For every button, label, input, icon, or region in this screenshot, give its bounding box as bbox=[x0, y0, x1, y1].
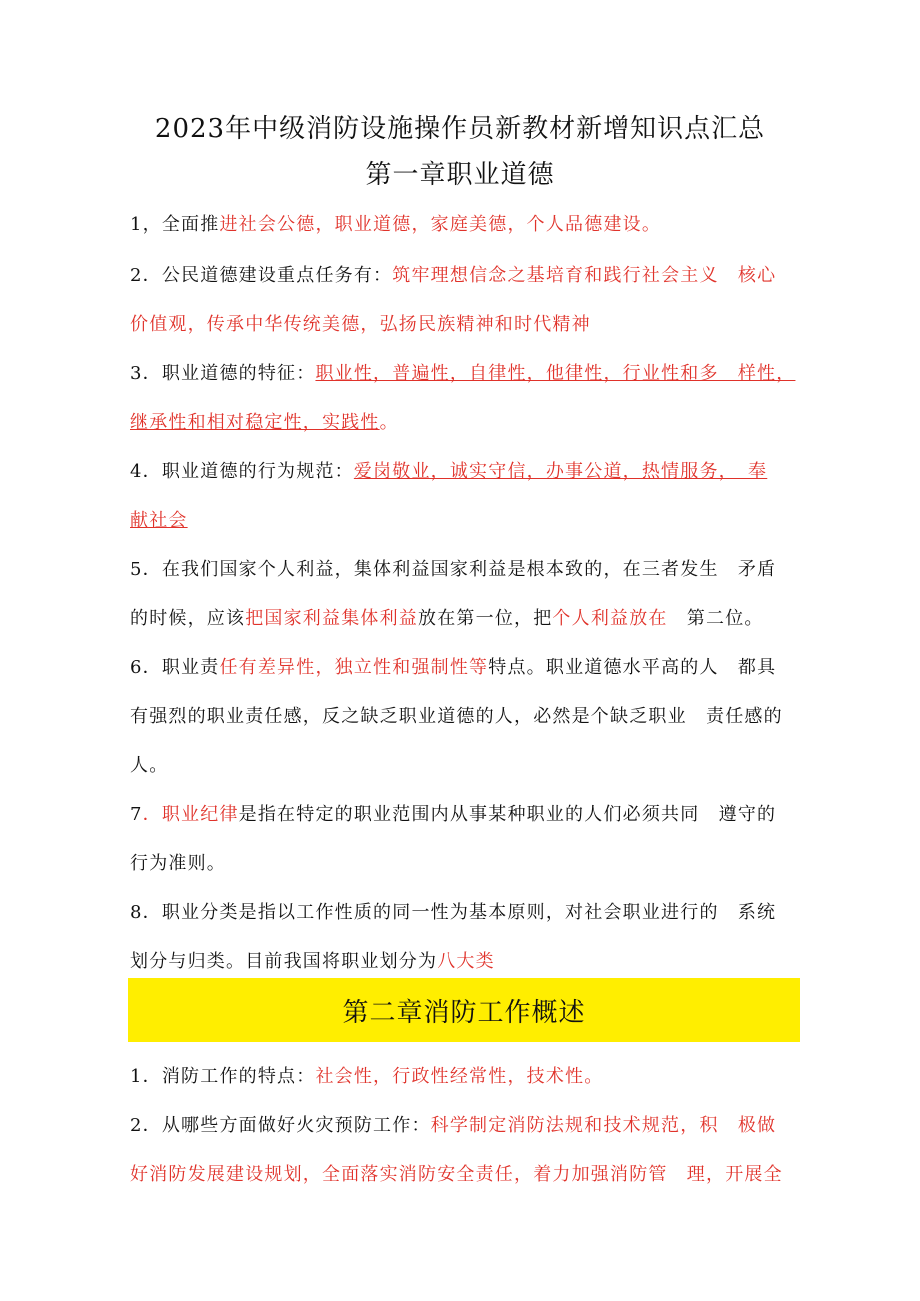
ch1-item-7-cont: 行为准则。 bbox=[130, 853, 226, 874]
ch1-item-6-cont: 有强烈的职业责任感，反之缺乏职业道德的人，必然是个缺乏职业 责任感的 bbox=[130, 706, 783, 727]
ch1-item-4-cont bbox=[130, 508, 810, 534]
ch1-item-5-cont bbox=[130, 606, 810, 632]
chapter-2-banner bbox=[128, 978, 800, 1042]
ch1-item-5-highlight: 把国家利益集体利益 bbox=[245, 608, 419, 629]
ch1-item-6-highlight: 任有差异性，独立性和强制性等 bbox=[219, 657, 489, 678]
ch1-item-5-text: 的时候，应该 bbox=[130, 608, 246, 629]
ch1-item-3-end: 。 bbox=[379, 412, 399, 433]
ch2-item-2-text: 2．从哪些方面做好火灾预防工作： bbox=[130, 1115, 431, 1136]
ch1-item-2 bbox=[130, 263, 810, 289]
ch1-item-1-text: 1，全面推 bbox=[130, 214, 220, 235]
ch2-item-2-cont: 好消防发展建设规划，全面落实消防安全责任，着力加强消防管 理，开展全 bbox=[130, 1164, 783, 1185]
ch1-item-3 bbox=[130, 361, 810, 387]
ch1-item-5: 5．在我们国家个人利益，集体利益国家利益是根本致的，在三者发生 矛盾 bbox=[130, 559, 777, 580]
ch1-item-3-highlight-2: 继承性和相对稳定性，实践性 bbox=[130, 412, 380, 433]
ch2-item-2-highlight: 科学制定消防法规和技术规范，积 极做 bbox=[430, 1115, 777, 1136]
ch1-item-8: 8．职业分类是指以工作性质的同一性为基本原则，对社会职业进行的 系统 bbox=[130, 902, 777, 923]
ch1-item-7 bbox=[130, 802, 810, 828]
ch2-item-1-text: 1．消防工作的特点： bbox=[130, 1066, 316, 1087]
ch1-item-1 bbox=[130, 212, 810, 238]
ch1-item-8-highlight: 八大类 bbox=[437, 951, 495, 972]
ch1-item-5-text-2: 放在第一位，把 bbox=[418, 608, 553, 629]
ch1-item-3-text: 3．职业道德的特征： bbox=[130, 363, 316, 384]
ch1-item-7-number: 7 bbox=[130, 804, 143, 825]
ch1-item-3-cont bbox=[130, 410, 810, 436]
ch1-item-2-cont: 价值观，传承中华传统美德，弘扬民族精神和时代精神 bbox=[130, 314, 591, 335]
ch1-item-6-text: 6．职业责 bbox=[130, 657, 220, 678]
ch1-item-8-cont bbox=[130, 949, 810, 975]
ch1-item-6 bbox=[130, 655, 810, 681]
ch1-item-4-text: 4．职业道德的行为规范： bbox=[130, 461, 354, 482]
ch2-item-1 bbox=[130, 1064, 810, 1090]
ch2-item-2 bbox=[130, 1113, 810, 1139]
chapter-1-heading: 第一章职业道德 bbox=[365, 160, 555, 190]
ch2-item-1-highlight: 社会性，行政性经常性，技术性。 bbox=[315, 1066, 604, 1087]
ch1-item-4 bbox=[130, 459, 810, 485]
ch1-item-1-highlight: 进社会公德，职业道德，家庭美德，个人品德建设。 bbox=[219, 214, 662, 235]
ch1-item-4-highlight: 爱岗敬业，诚实守信，办事公道，热情服务， 奉 bbox=[353, 461, 768, 482]
ch1-item-2-highlight: 筑牢理想信念之基培育和践行社会主义 核心 bbox=[392, 265, 777, 286]
ch1-item-5-text-3: 第二位。 bbox=[667, 608, 764, 629]
ch1-item-5-highlight-2: 个人利益放在 bbox=[552, 608, 668, 629]
chapter-2-heading: 第二章消防工作概述 bbox=[342, 997, 586, 1028]
ch1-item-8-text: 划分与归类。目前我国将职业划分为 bbox=[130, 951, 438, 972]
ch1-item-7-text: 是指在特定的职业范围内从事某种职业的人们必须共同 遵守的 bbox=[238, 804, 777, 825]
ch1-item-7-highlight: ．职业纪律 bbox=[142, 804, 239, 825]
ch1-item-6-text-2: 特点。职业道德水平高的人 都具 bbox=[488, 657, 777, 678]
ch1-item-3-highlight: 职业性，普遍性，自律性，他律性，行业性和多 样性， bbox=[315, 363, 796, 384]
document-title: 2023年中级消防设施操作员新教材新增知识点汇总 bbox=[154, 114, 766, 144]
ch1-item-6-cont-2: 人。 bbox=[130, 755, 169, 776]
ch1-item-2-text: 2．公民道德建设重点任务有： bbox=[130, 265, 393, 286]
ch1-item-4-highlight-2: 献社会 bbox=[130, 510, 188, 531]
